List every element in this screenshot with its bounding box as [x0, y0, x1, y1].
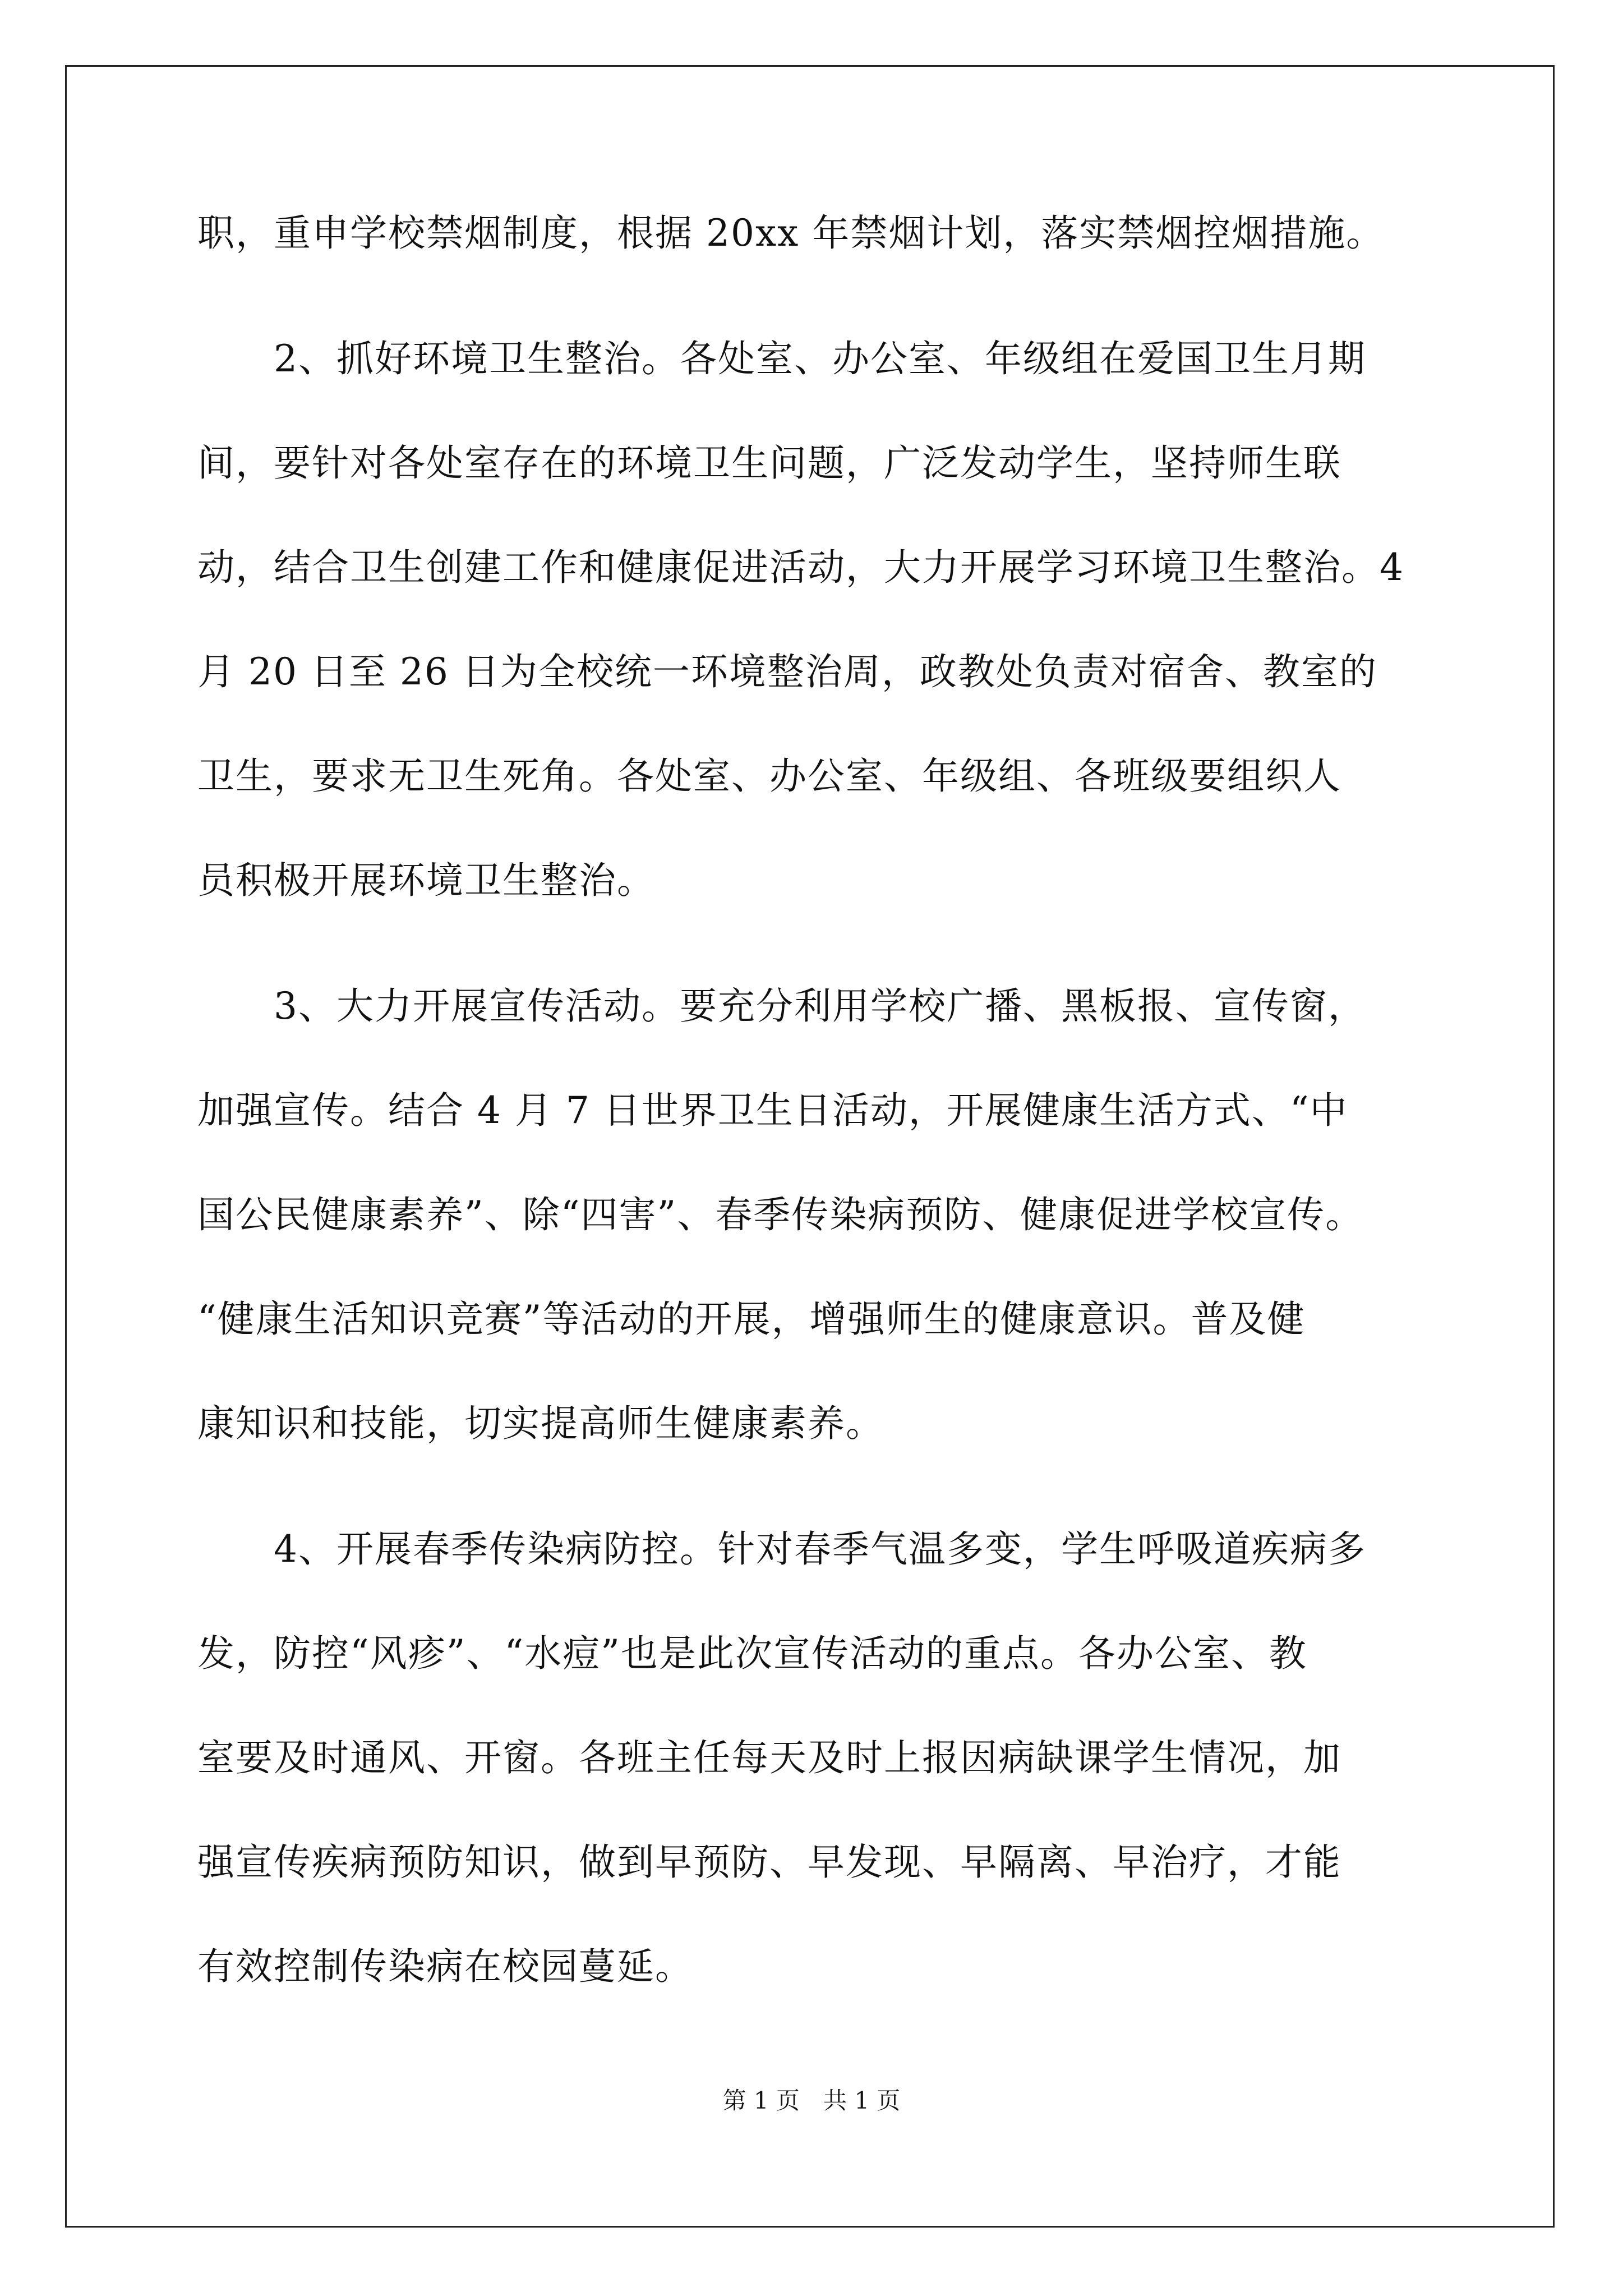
text-line: “健康生活知识竞赛”等活动的开展，增强师生的健康意识。普及健	[197, 1297, 1306, 1341]
text-line: 3、大力开展宣传活动。要充分利用学校广播、黑板报、宣传窗，	[197, 984, 1366, 1028]
text-line: 职，重申学校禁烟制度，根据 20xx 年禁烟计划，落实禁烟控烟措施。	[197, 211, 1385, 255]
text-line: 国公民健康素养”、除“四害”、春季传染病预防、健康促进学校宣传。	[197, 1193, 1364, 1236]
text-line: 发，防控“风疹”、“水痘”也是此次宣传活动的重点。各办公室、教	[197, 1632, 1307, 1675]
text-line: 2、抓好环境卫生整治。各处室、办公室、年级组在爱国卫生月期	[197, 337, 1366, 380]
text-line: 强宣传疾病预防知识，做到早预防、早发现、早隔离、早治疗，才能	[197, 1841, 1341, 1884]
page-border	[65, 65, 1555, 2228]
text-line: 动，结合卫生创建工作和健康促进活动，大力开展学习环境卫生整治。4	[197, 546, 1404, 589]
text-line: 有效控制传染病在校园蔓延。	[197, 1945, 693, 1988]
text-line: 间，要针对各处室存在的环境卫生问题，广泛发动学生，坚持师生联	[197, 441, 1341, 485]
text-line: 卫生，要求无卫生死角。各处室、办公室、年级组、各班级要组织人	[197, 754, 1341, 798]
text-line: 室要及时通风、开窗。各班主任每天及时上报因病缺课学生情况，加	[197, 1736, 1341, 1779]
text-line: 4、开展春季传染病防控。针对春季气温多变，学生呼吸道疾病多	[197, 1527, 1366, 1571]
text-line: 月 20 日至 26 日为全校统一环境整治周，政教处负责对宿舍、教室的	[197, 650, 1377, 693]
text-line: 加强宣传。结合 4 月 7 日世界卫生日活动，开展健康生活方式、“中	[197, 1089, 1348, 1132]
page-number-footer: 第 1 页 共 1 页	[722, 2087, 901, 2114]
text-line: 员积极开展环境卫生整治。	[197, 859, 655, 902]
text-line: 康知识和技能，切实提高师生健康素养。	[197, 1402, 884, 1445]
